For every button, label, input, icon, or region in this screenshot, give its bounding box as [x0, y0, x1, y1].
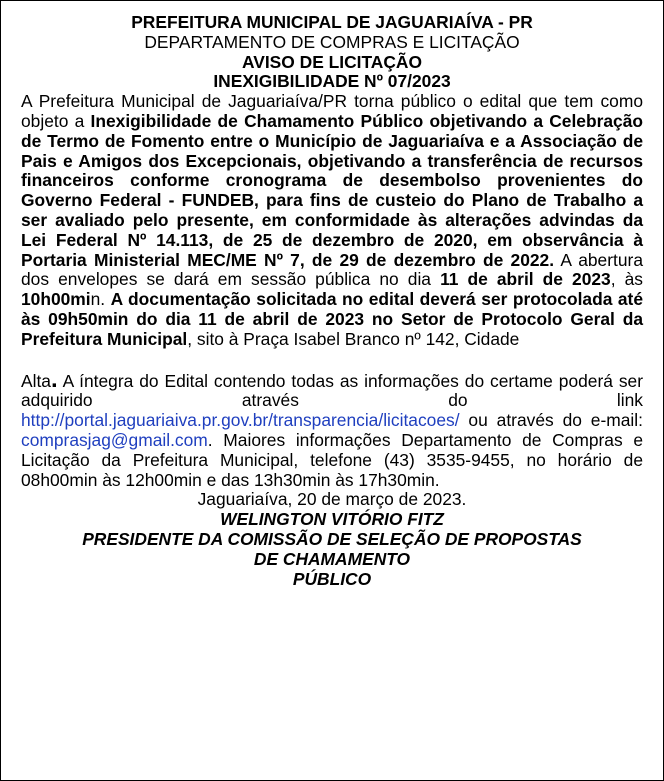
- header-inexigibilidade: INEXIGIBILIDADE Nº 07/2023: [213, 71, 451, 92]
- p2-alta: Alta: [21, 370, 51, 391]
- p1-opening: A abertura dos envelopes se dará em sessão pública no dia: [21, 249, 643, 290]
- email-link[interactable]: comprasjag@gmail.com: [21, 429, 208, 450]
- p1-documentation: A documentação solicitada no edital deverá ser protocolada até às 09h50min do dia 11 de abril de 2023 no Setor de Protocolo Geral da Prefeitura Municipal: [21, 289, 643, 349]
- header-prefeitura: PREFEITURA MUNICIPAL DE JAGUARIAÍVA - PR: [131, 12, 533, 32]
- signer-role-line-2: DE CHAMAMENTO: [253, 548, 411, 569]
- p2-edital: A íntegra do Edital contendo todas as informações do certame poderá ser adquirido através do link: [21, 370, 643, 411]
- p2-or: ou através do e-mail:: [459, 410, 643, 431]
- spacer: [21, 350, 643, 370]
- date-line: Jaguariaíva, 20 de março de 2023.: [197, 489, 467, 510]
- p1-object: Inexigibilidade de Chamamento Público objetivando a Celebração de Termo de Fomento entre o Município de Jaguariaíva e a Associação de Pais e Amigos dos Excepcionais, objetivando a transferência de recursos financeiros conforme cronograma de desembolso provenientes do Governo Federal - FUNDEB, para fins de custeio do Plano de Trabalho a ser avaliado pelo presente, em conformidade às alterações advindas da Lei Federal Nº 14.113, de 25 de dezembro de 2020, em observância à Portaria Ministerial MEC/ME Nº 7, de 29 de dezembro de 2022.: [21, 110, 644, 270]
- header-aviso: AVISO DE LICITAÇÃO: [241, 51, 423, 72]
- body-paragraph-1: [21, 92, 643, 349]
- p1-time-tail: n.: [90, 289, 111, 310]
- signer-name: WELINGTON VITÓRIO FITZ: [220, 509, 444, 530]
- header-departamento: DEPARTAMENTO DE COMPRAS E LICITAÇÃO: [144, 31, 520, 52]
- p2-dot: .: [50, 365, 58, 393]
- portal-link[interactable]: http://portal.jaguariaiva.pr.gov.br/transparencia/licitacoes/: [21, 410, 460, 431]
- body-paragraph-2: [21, 365, 643, 491]
- p1-intro: A Prefeitura Municipal de Jaguariaíva/PR torna público o edital que tem como objeto a: [21, 91, 643, 131]
- signer-role-line-1: PRESIDENTE DA COMISSÃO DE SELEÇÃO DE PROPOSTAS: [82, 528, 582, 549]
- p1-time: 10h00mi: [21, 289, 91, 310]
- p1-address: , sito à Praça Isabel Branco nº 142, Cidade: [187, 328, 520, 349]
- p1-at: , às: [610, 269, 644, 290]
- p2-info: . Maiores informações Departamento de Compras e Licitação da Prefeitura Municipal, telefone (43) 3535-9455, no horário de 08h00min às 12h00min e das 13h30min às 17h30min.: [21, 429, 643, 490]
- signer-role-line-3: PÚBLICO: [292, 568, 372, 589]
- p1-date: 11 de abril de 2023: [440, 269, 611, 290]
